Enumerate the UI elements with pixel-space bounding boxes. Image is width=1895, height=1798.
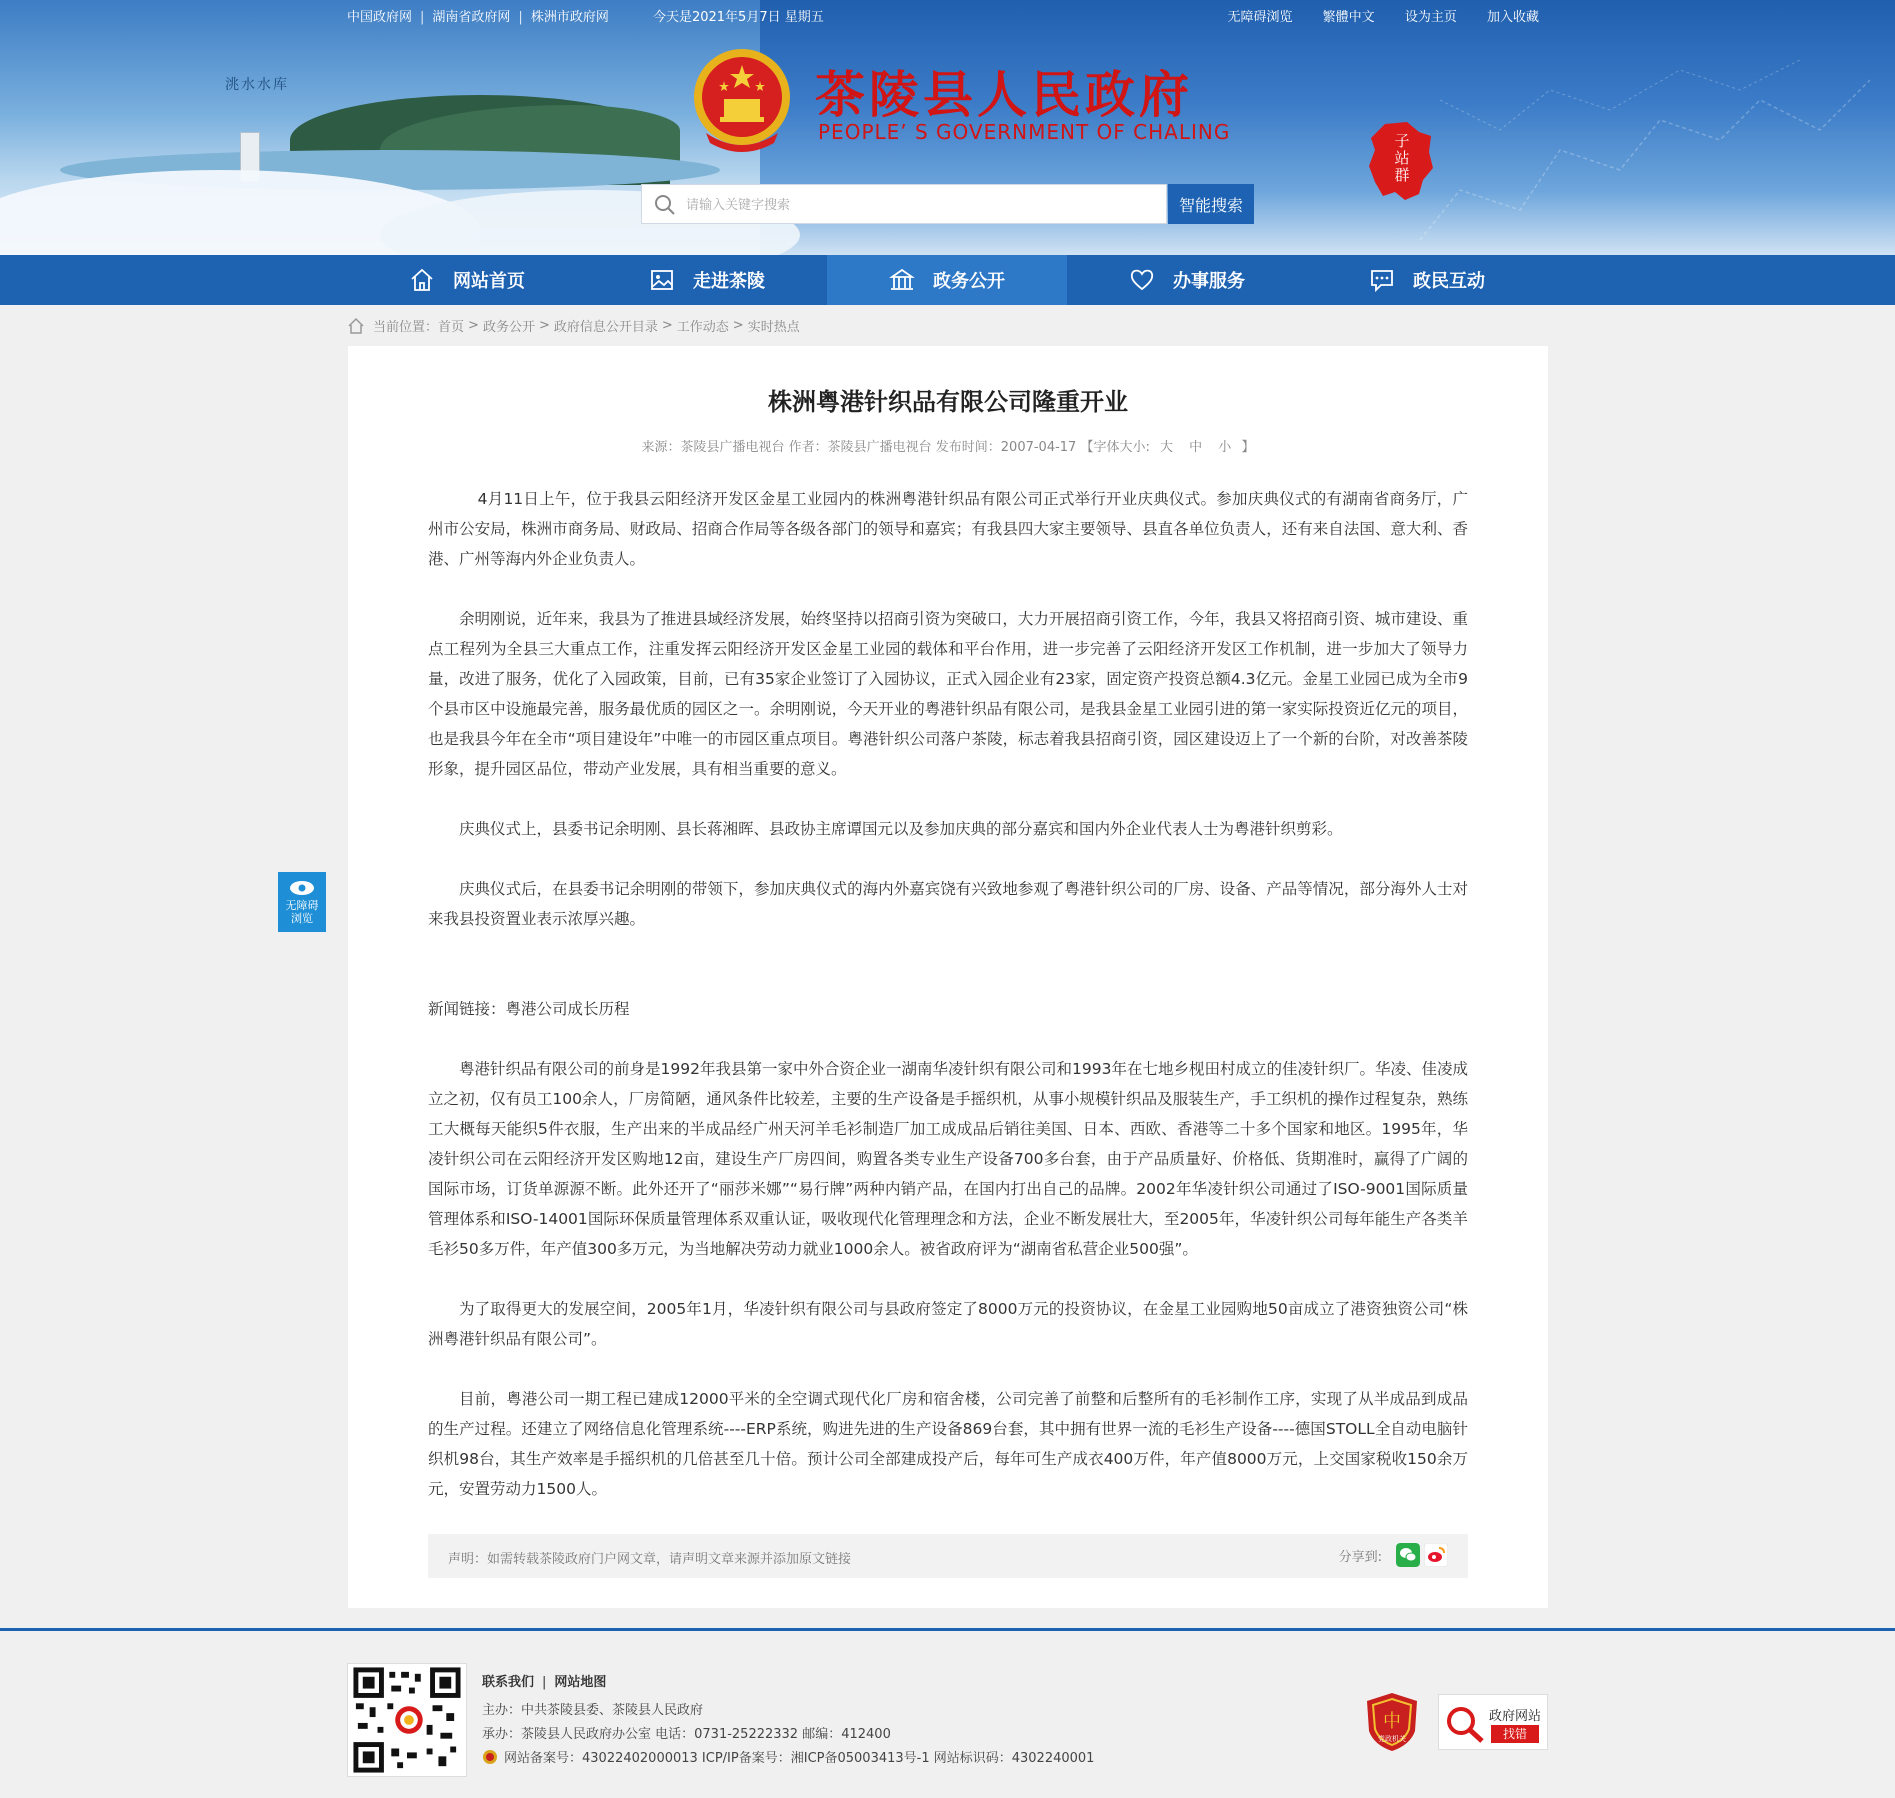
search-input[interactable] xyxy=(686,193,1156,217)
nav-item-home[interactable] xyxy=(347,255,587,305)
find-error-label: 找错 xyxy=(1491,1725,1539,1743)
add-favorite-link[interactable]: 加入收藏 xyxy=(1486,10,1539,25)
county-map-outline xyxy=(1400,40,1895,255)
copyright-notice xyxy=(428,1534,1468,1578)
nav-item-label: 政务公开 xyxy=(933,271,1005,292)
qr-code-icon xyxy=(347,1663,467,1777)
article-paragraph: 庆典仪式上，县委书记余明刚、县长蒋湘晖、县政协主席谭国元以及参加庆典的部分嘉宾和国内外企业代表人士为粤港针织剪彩。 xyxy=(459,820,1343,838)
floating-accessibility-button[interactable] xyxy=(278,872,326,932)
party-gov-organ-badge-icon[interactable] xyxy=(1365,1691,1419,1753)
set-homepage-link[interactable]: 设为主页 xyxy=(1404,10,1457,25)
font-size-small[interactable]: 小 xyxy=(1218,440,1232,455)
breadcrumb-item-work-news[interactable]: 工作动态 xyxy=(676,320,729,335)
notice-text: 声明：如需转载茶陵政府门户网文章，请声明文章来源并添加原文链接 xyxy=(448,1552,852,1567)
nav-item-label: 走进茶陵 xyxy=(693,271,765,292)
link-zhuzhou-gov[interactable]: 株洲市政府网 xyxy=(530,10,609,25)
article-container xyxy=(348,346,1548,1608)
footer-record xyxy=(482,1747,1094,1766)
nav-item-interaction[interactable] xyxy=(1307,255,1547,305)
article-paragraph: 粤港针织品有限公司的前身是1992年我县第一家中外合资企业一湖南华凌针织有限公司和1993年在七地乡枧田村成立的佳凌针织厂。华凌、佳凌成立之初，仅有员工100余人，厂房简陋，通风条件比较差，主要的生产设备是手摇织机，从事小规模针织品及服装生产，手工织机的操作过程复杂，熟练工大概每天能织5件衣服，生产出来的半成品经广州天河羊毛衫制造厂加工成成品后销往美国、日本、西欧、香港等二十多个国家和地区。1995年，华凌针织公司在云阳经济开发区购地12亩，建设生产厂房四间，购置各类专业生产设备700多台套，由于产品质量好、价格低、货期准时，赢得了广阔的国际市场，订货单源源不断。此外还开了“丽莎米娜”“易行牌”两种内销产品，在国内打出自己的品牌。2002年华凌针织公司通过了ISO-9001国际质量管理体系和ISO-14001国际环保质量管理体系双重认证，吸收现代化管理理念和方法，企业不断发展壮大，至2005年，华凌针织公司每年能生产各类羊毛衫50多万件，年产值300多万元，为当地解决劳动力就业1000余人。被省政府评为“湖南省私营企业500强”。 xyxy=(428,1060,1468,1258)
nav-item-label: 办事服务 xyxy=(1173,271,1245,292)
picture-icon xyxy=(649,267,675,293)
national-emblem-icon xyxy=(690,45,794,155)
home-icon xyxy=(409,267,435,293)
footer-record-text: 网站备案号：43022402000013 ICP/IP备案号：湘ICP备05003413号-1 网站标识码：4302240001 xyxy=(504,1751,1095,1766)
site-subtitle: PEOPLE’ S GOVERNMENT OF CHALING xyxy=(818,120,1231,144)
footer-host: 主办：中共茶陵县委、茶陵县人民政府 xyxy=(482,1703,704,1718)
find-error-badge[interactable] xyxy=(1438,1694,1548,1750)
nav-item-label: 网站首页 xyxy=(453,271,525,292)
site-header xyxy=(0,0,1895,255)
article-body xyxy=(428,484,1468,1534)
link-hunan-gov[interactable]: 湖南省政府网 xyxy=(432,10,511,25)
article-meta xyxy=(348,436,1548,455)
find-error-title: 政府网站 xyxy=(1489,1709,1542,1724)
article-title: 株洲粤港针织品有限公司隆重开业 xyxy=(768,388,1128,416)
breadcrumb-item-hot-news[interactable]: 实时热点 xyxy=(747,320,800,335)
svg-text:中: 中 xyxy=(1383,1711,1401,1732)
share-bar xyxy=(1339,1543,1448,1567)
footer-links: 联系我们 | 网站地图 xyxy=(482,1675,607,1690)
article-paragraph: 目前，粤港公司一期工程已建成12000平米的全空调式现代化厂房和宿舍楼，公司完善了前整和后整所有的毛衫制作工序，实现了从半成品到成品的生产过程。还建立了网络信息化管理系统----ERP系统，购进先进的生产设备869台套，其中拥有世界一流的毛衫生产设备----德国STOLL全自动电脑针织机98台，其生产效率是手摇织机的几倍甚至几十倍。预计公司全部建成投产后，每年可生产成衣400万件，年产值8000万元，上交国家税收150余万元，安置劳动力1500人。 xyxy=(428,1390,1468,1498)
article-paragraph: 为了取得更大的发展空间，2005年1月，华凌针织有限公司与县政府签定了8000万元的投资协议，在金星工业园购地50亩成立了港资独资公司“株洲粤港针织品有限公司”。 xyxy=(428,1300,1468,1348)
current-date: 今天是2021年5月7日 星期五 xyxy=(652,10,824,25)
magnifier-icon xyxy=(1445,1705,1485,1743)
accessibility-link[interactable]: 无障碍浏览 xyxy=(1227,10,1293,25)
eye-icon xyxy=(289,880,315,896)
search-box xyxy=(641,184,1167,224)
font-size-large[interactable]: 大 xyxy=(1159,440,1173,455)
heart-icon xyxy=(1129,267,1155,293)
article-meta-end: 】 xyxy=(1241,440,1255,455)
contact-us-link[interactable]: 联系我们 xyxy=(482,1675,535,1690)
scene-label: 洮水水库 xyxy=(225,77,289,93)
wechat-icon[interactable] xyxy=(1396,1543,1420,1567)
top-utility-bar: 中国政府网 | 湖南省政府网 | 株洲市政府网 今天是2021年5月7日 星期五 无障碍浏览 繁體中文 设为主页 加入收藏 xyxy=(347,10,1539,25)
footer-organizer: 承办：茶陵县人民政府办公室 电话：0731-25222332 邮编：412400 xyxy=(482,1727,891,1742)
search-icon xyxy=(654,194,676,216)
substation-label[interactable]: 子站群 xyxy=(1394,132,1410,184)
article-news-link-heading: 新闻链接：粤港公司成长历程 xyxy=(428,1000,630,1018)
traditional-chinese-link[interactable]: 繁體中文 xyxy=(1322,10,1375,25)
site-footer xyxy=(0,1628,1895,1798)
main-navigation xyxy=(0,255,1895,305)
article-meta-text: 来源：茶陵县广播电视台 作者：茶陵县广播电视台 发布时间：2007-04-17 【字体大小: xyxy=(641,440,1150,455)
breadcrumb-item-home[interactable]: 首页 xyxy=(438,320,465,335)
nav-item-label: 政民互动 xyxy=(1413,271,1485,292)
share-label: 分享到: xyxy=(1338,1549,1382,1565)
breadcrumb: 当前位置： 首页 > 政务公开 > 政府信息公开目录 > 工作动态 > 实时热点 xyxy=(347,316,800,335)
nav-item-gov-affairs[interactable] xyxy=(827,255,1067,305)
sitemap-link[interactable]: 网站地图 xyxy=(554,1675,607,1690)
link-gov-cn[interactable]: 中国政府网 xyxy=(347,10,413,25)
search-button[interactable]: 智能搜索 xyxy=(1168,184,1254,224)
nav-item-services[interactable] xyxy=(1067,255,1307,305)
government-building-icon xyxy=(889,267,915,293)
home-icon xyxy=(347,317,365,335)
chat-icon xyxy=(1369,267,1395,293)
article-paragraph: 庆典仪式后，在县委书记余明刚的带领下，参加庆典仪式的海内外嘉宾饶有兴致地参观了粤港针织公司的厂房、设备、产品等情况，部分海外人士对来我县投资置业表示浓厚兴趣。 xyxy=(428,880,1468,928)
nav-item-about-chaling[interactable] xyxy=(587,255,827,305)
article-paragraph: 4月11日上午，位于我县云阳经济开发区金星工业园内的株洲粤港针织品有限公司正式举行开业庆典仪式。参加庆典仪式的有湖南省商务厅，广州市公安局，株洲市商务局、财政局、招商合作局等各级各部门的领导和嘉宾；有我县四大家主要领导、县直各单位负责人，还有来自法国、意大利、香港、广州等海内外企业负责人。 xyxy=(428,490,1468,568)
breadcrumb-item-gov-affairs[interactable]: 政务公开 xyxy=(482,320,535,335)
breadcrumb-item-info-catalog[interactable]: 政府信息公开目录 xyxy=(553,320,658,335)
police-badge-icon xyxy=(482,1749,498,1765)
breadcrumb-prefix: 当前位置： xyxy=(373,320,439,335)
floating-accessibility-label: 无障碍浏览 xyxy=(285,899,319,925)
weibo-icon[interactable] xyxy=(1424,1543,1448,1567)
font-size-medium[interactable]: 中 xyxy=(1189,440,1203,455)
badge-red-text: 党政机关 xyxy=(1378,1735,1406,1743)
article-paragraph: 余明刚说，近年来，我县为了推进县域经济发展，始终坚持以招商引资为突破口，大力开展招商引资工作，今年，我县又将招商引资、城市建设、重点工程列为全县三大重点工作，注重发挥云阳经济开发区金星工业园的载体和平台作用，进一步完善了云阳经济开发区工作机制，进一步加大了领导力量，改进了服务，优化了入园政策，目前，已有35家企业签订了入园协议，正式入园企业有23家，固定资产投资总额4.3亿元。金星工业园已成为全市9个县市区中设施最完善，服务最优质的园区之一。余明刚说，今天开业的粤港针织品有限公司，是我县金星工业园引进的第一家实际投资近亿元的项目，也是我县今年在全市“项目建设年”中唯一的市园区重点项目。粤港针织公司落户茶陵，标志着我县招商引资，园区建设迈上了一个新的台阶，对改善茶陵形象，提升园区品位，带动产业发展，具有相当重要的意义。 xyxy=(428,610,1468,778)
site-title: 茶陵县人民政府 xyxy=(815,65,1193,124)
